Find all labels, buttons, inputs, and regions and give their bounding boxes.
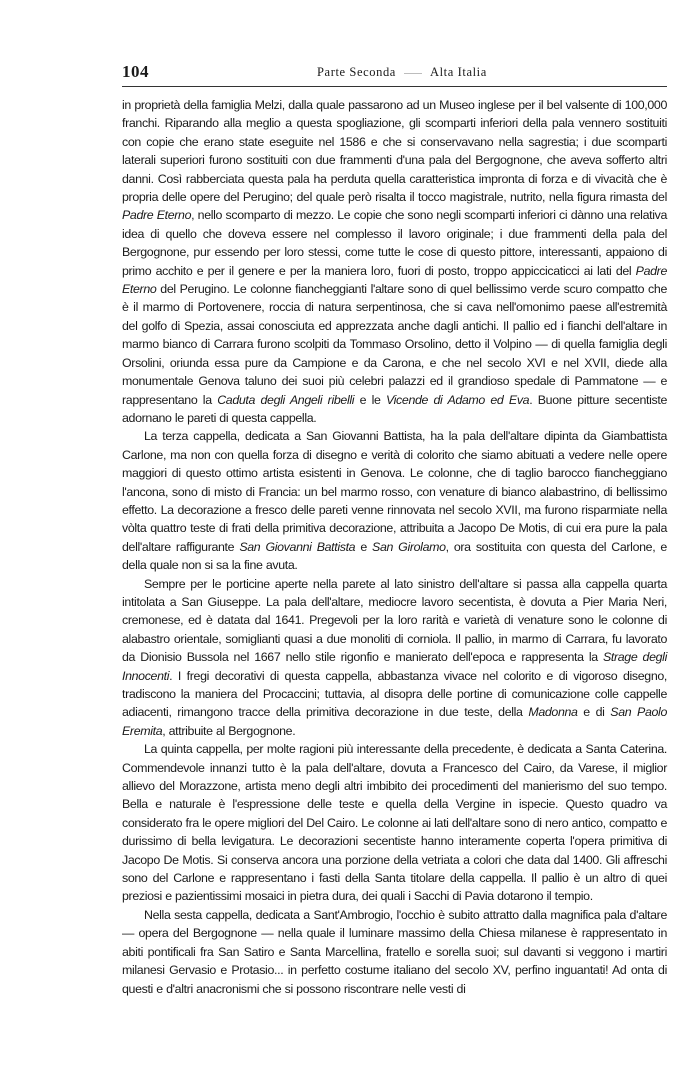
subsection-title: Alta Italia (429, 65, 487, 79)
body-paragraph (122, 740, 667, 906)
text-run: , attribuite al Bergognone. (162, 723, 296, 738)
body-text (122, 96, 667, 998)
text-run: La quinta cappella, per molte ragioni più interessante della precedente, è dedicata a Santa Caterina. Commendevole innanzi tutto è la pala dell'altare, dovuta a Francesco del Cairo, da Varese, il miglior allievo del Morazzone, artista meno degli altri imbibito dei procedimenti del manierismo del suo tempo. Bella e naturale è l'espressione delle teste e quella della Vergine in ispecie. Questo quadro va considerato fra le opere migliori del Del Cairo. Le colonne ai lati dell'altare sono di nero antico, compatto e durissimo di bella levigatura. Le decorazioni secentiste hanno interamente coperta l'opera primitiva di Jacopo De Motis. Si conserva ancora una porzione della vetriata a colori che data dal 1400. Gli affreschi sono del Carlone e rappresentano i fasti della Santa titolare della cappella. Il pallio è un altro di quei preziosi e pazientissimi mosaici in pietra dura, dei quali i Sacchi di Pavia dotarono il tempio. (122, 742, 667, 904)
text-run: e di (577, 705, 611, 720)
text-run: e le (354, 392, 386, 407)
italic-title: Caduta degli Angeli ribelli (217, 392, 355, 407)
page-number: 104 (122, 62, 149, 81)
italic-title: Padre Eterno (122, 263, 667, 297)
text-run: , ora sostituita con questa del Carlone, e della quale non si sa la fine avuta. (122, 539, 667, 573)
title-separator (404, 73, 422, 74)
text-run: La terza cappella, dedicata a San Giovanni Battista, ha la pala dell'altare dipinta da Giambattista Carlone, ma non con quella forza di disegno e verità di colorito che siamo abituati a vedere nelle opere maggiori di questo ottimo artista esistenti in Genova. Le colonne, che di taglio barocco fiancheggiano l'ancona, sono di misto di Francia: un bel marmo rosso, con venature di bianco alabastrino, di bellissimo effetto. La decorazione a fresco delle pareti venne rinnovata nel secolo XVII, ma furono risparmiate nella vòlta quattro teste di frati della primitiva decorazione, attribuita a Jacopo De Motis, di cui era pure la pala dell'altare raffigurante (122, 429, 667, 554)
body-paragraph (122, 96, 667, 427)
body-paragraph (122, 427, 667, 574)
header-rule (122, 86, 667, 87)
text-run: . I fregi decorativi di questa cappella, abbastanza vivace nel colorito e di vigoroso disegno, tradiscono la maniera del Procaccini; tuttavia, al disopra delle portine di comunicazione colle cappelle adiacenti, rimangono tracce della primitiva decorazione in due teste, della (122, 668, 667, 720)
running-header (122, 62, 667, 84)
italic-title: Strage degli Innocenti (122, 650, 667, 683)
italic-title: San Giovanni Battista (239, 539, 356, 554)
running-title (317, 65, 487, 80)
text-run: Sempre per le porticine aperte nella parete al lato sinistro dell'altare si passa alla cappella quarta intitolata a San Giuseppe. La pala dell'altare, mediocre lavoro secentista, è dovuta a Pier Maria Neri, cremonese, ed è datata dal 1641. Pregevoli per la loro rarità e varietà di venature sono le colonne di alabastro orientale, somiglianti quasi a due monoliti di corniola. Il pallio, in marmo di Carrara, fu lavorato da Dionisio Bussola nel 1667 nello stile rigonfio e manierato dell'epoca e rappresenta la (122, 576, 667, 665)
text-run: in proprietà della famiglia Melzi, dalla quale passarono ad un Museo inglese per il bel valsente di 100,000 franchi. Riparando alla meglio a questa spogliazione, gli scomparti inferiori della pala vennero sostituiti con copie che erano state eseguite nel 1586 e che si conservavano nella sagrestia; i due scomparti laterali superiori furono sostituiti con due frammenti d'una pala del Bergognone, che aveva sofferto altri danni. Così rabberciata questa pala ha perduta quella caratteristica impronta di forza e di vivacità che è propria delle opere del Perugino; del quale però risalta il tocco magistrale, nutrito, nella figura rimasta del (122, 98, 667, 205)
section-title: Parte Seconda (317, 65, 396, 79)
text-run: . Buone pitture secentiste adornano le pareti di questa cappella. (122, 392, 667, 425)
italic-title: Padre Eterno (122, 208, 192, 223)
italic-title: San Girolamo (372, 539, 446, 554)
text-run: Nella sesta cappella, dedicata a Sant'Ambrogio, l'occhio è subito attratto dalla magnifica pala d'altare — opera del Bergognone — nella quale il luminare massimo della Chiesa milanese è rappresentato in abiti pontificali fra San Satiro e Santa Marcellina, fratello e sorella suoi; sul davanti si veggono i martiri milanesi Gervasio e Protasio... in perfetto costume italiano del secolo XV, perfino inguantati! Ad onta di questi e d'altri anacronismi che si possono riscontrare nelle vesti di (122, 907, 667, 996)
text-run: del Perugino. Le colonne fiancheggianti l'altare sono di quel bellissimo verde scuro compatto che è il marmo di Portovenere, roccia di natura serpentinosa, che si cava nell'omonimo paese all'estremità del golfo di Spezia, assai conosciuta ed apprezzata anche dagli antichi. Il pallio ed i fianchi dell'altare in marmo bianco di Carrara furono scolpiti da Tommaso Orsolino, detto il Volpino — di quella famiglia degli Orsolini, oriunda essa pure da Campione e da Carona, e che nel secolo XVI e nel XVII, diede alla monumentale Genova taluno dei suoi più celebri palazzi ed il grandioso spedale di Pammatone — e rappresentano la (122, 282, 667, 407)
body-paragraph (122, 575, 667, 741)
italic-title: Madonna (528, 705, 578, 720)
text-run: e (355, 539, 373, 554)
body-paragraph (122, 906, 667, 998)
text-run: , nello scomparto di mezzo. Le copie che sono negli scomparti inferiori ci dànno una relativa idea di quello che doveva essere nel complesso il lavoro originale; i due frammenti della pala del Bergognone, pur essendo per loro stessi, come tutte le cose di questo pittore, interessanti, appaiono di primo acchito e per il genere e per la maniera loro, fuori di posto, troppo appiccicaticci ai lati del (122, 208, 668, 278)
italic-title: San Paolo Eremita (122, 705, 667, 738)
italic-title: Vicende di Adamo ed Eva (385, 392, 530, 407)
